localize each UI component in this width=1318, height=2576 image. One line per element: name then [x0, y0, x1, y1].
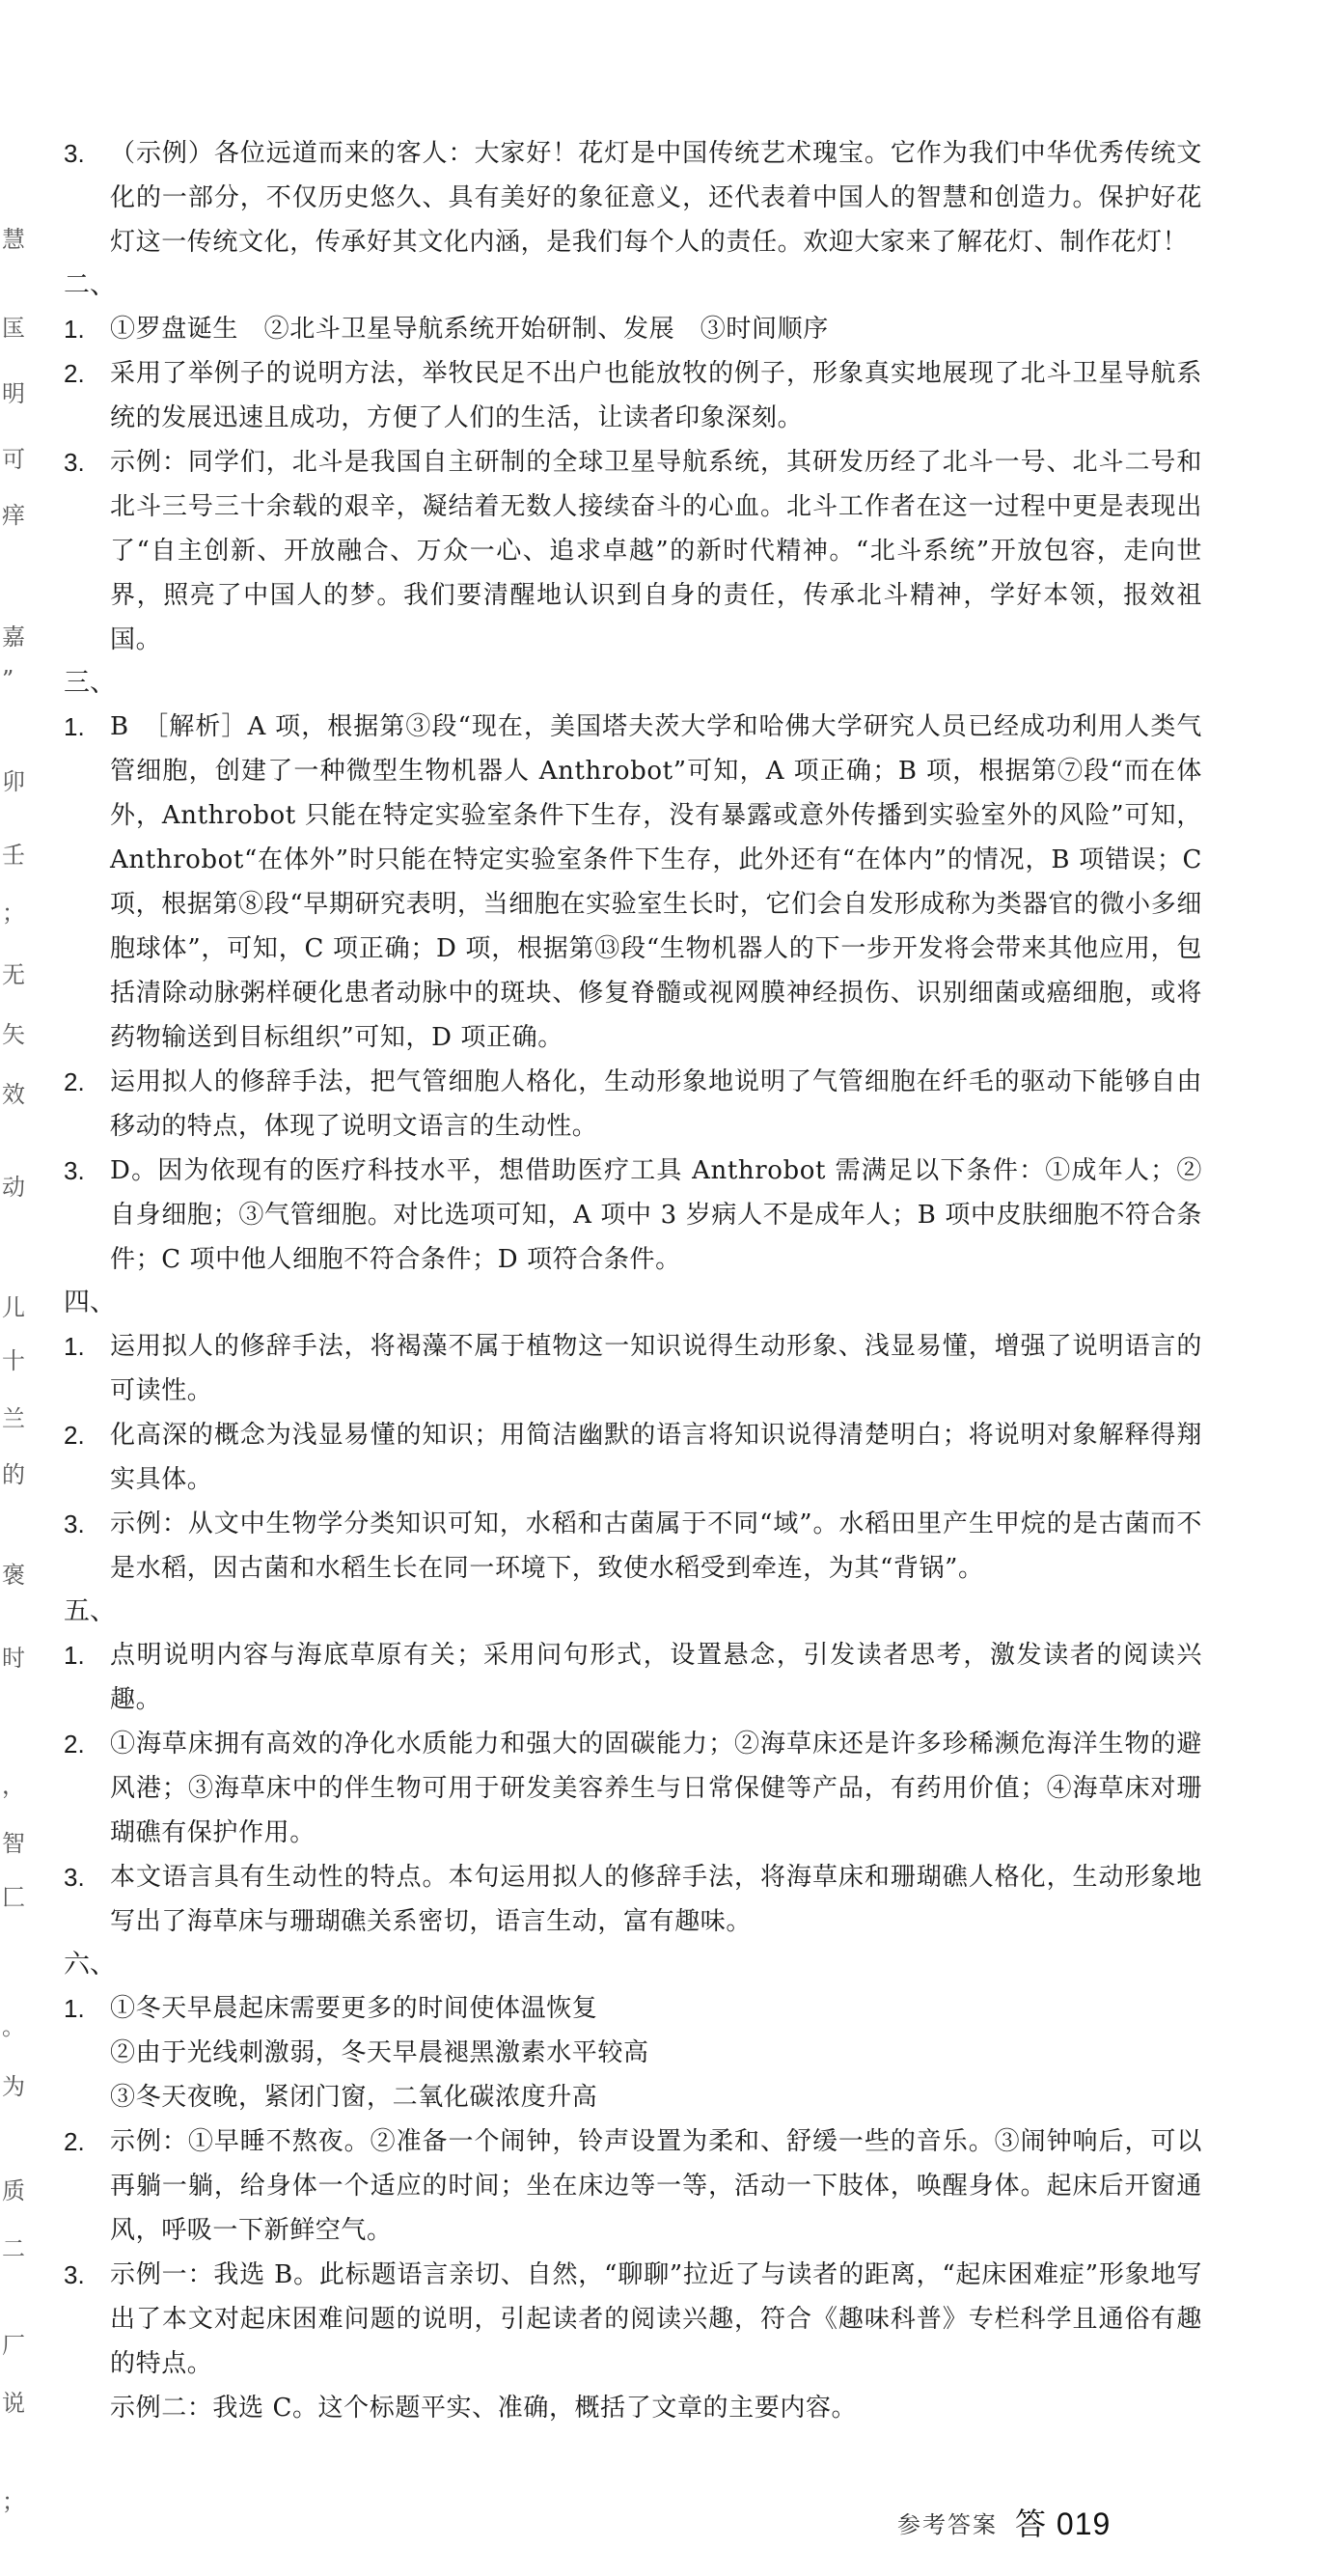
item-text: ①冬天早晨起床需要更多的时间使体温恢复 [110, 1994, 598, 2023]
item-text: 示例：从文中生物学分类知识可知，水稻和古菌属于不同“域”。水稻田里产生甲烷的是古菌而不是水稻，因古菌和水稻生长在同一环境下，致使水稻受到牵连，为其“背锅”。 [110, 1510, 1202, 1583]
item-text: 化高深的概念为浅显易懂的知识；用简洁幽默的语言将知识说得清楚明白；将说明对象解释得翔实具体。 [110, 1421, 1202, 1494]
item-text: （示例）各位远道而来的客人：大家好！花灯是中国传统艺术瑰宝。它作为我们中华优秀传统文化的一部分，不仅历史悠久、具有美好的象征意义，还代表着中国人的智慧和创造力。保护好花灯这一传统文化，传承好其文化内涵，是我们每个人的责任。欢迎大家来了解花灯、制作花灯！ [110, 139, 1202, 257]
answer-item [64, 440, 1202, 662]
margin-char: 质 [2, 2177, 25, 2204]
item-text: ③冬天夜晚，紧闭门窗，二氧化碳浓度升高 [110, 2083, 598, 2112]
margin-char: 动 [2, 1174, 25, 1201]
answer-item [64, 2253, 1202, 2430]
item-number: 2. [64, 1421, 85, 1450]
item-number: 2. [64, 1067, 85, 1096]
margin-char: 效 [2, 1081, 25, 1108]
item-text: 运用拟人的修辞手法，把气管细胞人格化，生动形象地说明了气管细胞在纤毛的驱动下能够自由移动的特点，体现了说明文语言的生动性。 [110, 1067, 1202, 1141]
margin-char: 厂 [2, 2332, 25, 2359]
item-number: 3. [64, 448, 85, 477]
item-text: 运用拟人的修辞手法，将褐藻不属于植物这一知识说得生动形象、浅显易懂，增强了说明语言的可读性。 [110, 1332, 1202, 1405]
margin-char: 壬 [2, 842, 25, 869]
answer-item [64, 1324, 1202, 1413]
answer-item [64, 1060, 1202, 1149]
margin-char: ” [2, 666, 14, 693]
section-heading: 六、 [64, 1950, 116, 1980]
item-number: 1. [64, 712, 85, 741]
answer-content [64, 131, 1202, 2430]
margin-char: 兰 [2, 1405, 25, 1432]
answer-item [64, 1413, 1202, 1502]
item-number: 3. [64, 1863, 85, 1892]
margin-char: 嘉 [2, 623, 25, 651]
item-number: 1. [64, 1994, 85, 2023]
item-text: 示例一：我选 B。此标题语言亲切、自然，“聊聊”拉近了与读者的距离，“起床困难症”形象地写出了本文对起床困难问题的说明，引起读者的阅读兴趣，符合《趣味科普》专栏科学且通俗有趣的特点。 [110, 2260, 1202, 2378]
margin-char: 二 [2, 2235, 25, 2262]
answer-item [64, 1986, 1202, 2119]
margin-char: ； [2, 2488, 25, 2515]
answer-item [64, 1149, 1202, 1282]
section-heading: 三、 [64, 668, 116, 698]
answer-item [64, 705, 1202, 1060]
item-text: 示例：同学们，北斗是我国自主研制的全球卫星导航系统，其研发历经了北斗一号、北斗二号和北斗三号三十余载的艰辛，凝结着无数人接续奋斗的心血。北斗工作者在这一过程中更是表现出了“自主创新、开放融合、万众一心、追求卓越”的新时代精神。“北斗系统”开放包容，走向世界，照亮了中国人的梦。我们要清醒地认识到自身的责任，传承北斗精神，学好本领，报效祖国。 [110, 448, 1202, 654]
margin-char: 为 [2, 2073, 25, 2100]
item-text: D。因为依现有的医疗科技水平，想借助医疗工具 Anthrobot 需满足以下条件：①成年人；②自身细胞；③气管细胞。对比选项可知，A 项中 3 岁病人不是成年人；B 项中皮肤细胞不符合条件；C 项中他人细胞不符合条件；D 项符合条件。 [110, 1156, 1202, 1274]
answer-item [64, 1502, 1202, 1591]
margin-char: 儿 [2, 1294, 25, 1321]
item-text: ②由于光线刺激弱，冬天早晨褪黑激素水平较高 [110, 2038, 649, 2067]
answer-item [64, 1722, 1202, 1855]
answer-item [64, 1855, 1202, 1944]
margin-char: 褒 [2, 1562, 25, 1589]
margin-char: 矢 [2, 1021, 25, 1048]
item-text: ①罗盘诞生 ②北斗卫星导航系统开始研制、发展 ③时间顺序 [110, 315, 829, 344]
item-number: 1. [64, 1641, 85, 1670]
margin-char: 的 [2, 1461, 25, 1488]
item-text: B ［解析］A 项，根据第③段“现在，美国塔夫茨大学和哈佛大学研究人员已经成功利用人类气管细胞，创建了一种微型生物机器人 Anthrobot”可知，A 项正确；B 项，根据第⑦段“而在体外，Anthrobot 只能在特定实验室条件下生存，没有暴露或意外传播到实验室外的风险”可知，Anthrobot“在体外”时只能在特定实验室条件下生存，此外还有“在体内”的情况，B 项错误；C 项，根据第⑧段“早期研究表明，当细胞在实验室生长时，它们会自发形成称为类器官的微小多细胞球体”，可知，C 项正确；D 项，根据第⑬段“生物机器人的下一步开发将会带来其他应用，包括清除动脉粥样硬化患者动脉中的斑块、修复脊髓或视网膜神经损伤、识别细菌或癌细胞，或将药物输送到目标组织”可知，D 项正确。 [110, 712, 1202, 1052]
item-number: 3. [64, 139, 85, 168]
item-number: 3. [64, 1156, 85, 1185]
item-text: 示例：①早睡不熬夜。②准备一个闹钟，铃声设置为柔和、舒缓一些的音乐。③闹钟响后，可以再躺一躺，给身体一个适应的时间；坐在床边等一等，活动一下肢体，唤醒身体。起床后开窗通风，呼吸一下新鲜空气。 [110, 2127, 1202, 2245]
answer-item-prev-3 [64, 131, 1202, 264]
item-number: 3. [64, 2260, 85, 2289]
margin-char: 可 [2, 446, 25, 473]
margin-char: 卯 [2, 768, 25, 795]
margin-char: ； [2, 900, 25, 927]
item-number: 2. [64, 359, 85, 388]
answer-item [64, 1633, 1202, 1722]
margin-char: 智 [2, 1830, 25, 1857]
margin-char: 时 [2, 1645, 25, 1672]
page-number: 答 019 [1015, 2507, 1112, 2541]
footer-label: 参考答案 [897, 2510, 998, 2538]
item-number: 3. [64, 1510, 85, 1538]
section-heading: 二、 [64, 270, 116, 300]
margin-char: 十 [2, 1347, 25, 1374]
left-margin-bleed-text [0, 0, 39, 2576]
margin-char: 匤 [2, 315, 25, 342]
section-heading: 四、 [64, 1288, 116, 1317]
item-number: 1. [64, 315, 85, 344]
item-text: 示例二：我选 C。这个标题平实、准确，概括了文章的主要内容。 [110, 2394, 858, 2423]
margin-char: 匚 [2, 1884, 25, 1911]
margin-char: 说 [2, 2390, 25, 2417]
item-number: 2. [64, 1730, 85, 1759]
section-heading: 五、 [64, 1596, 116, 1626]
answer-item [64, 351, 1202, 440]
margin-char: ， [2, 1772, 25, 1799]
margin-char: 慧 [2, 226, 25, 253]
margin-char: 明 [2, 380, 25, 407]
margin-char: 无 [2, 961, 25, 988]
answer-item [64, 307, 1202, 351]
item-text: 本文语言具有生动性的特点。本句运用拟人的修辞手法，将海草床和珊瑚礁人格化，生动形象地写出了海草床与珊瑚礁关系密切，语言生动，富有趣味。 [110, 1863, 1202, 1936]
item-number: 1. [64, 1332, 85, 1361]
page-footer [897, 2498, 1206, 2546]
item-number: 2. [64, 2127, 85, 2156]
item-text: ①海草床拥有高效的净化水质能力和强大的固碳能力；②海草床还是许多珍稀濒危海洋生物的避风港；③海草床中的伴生物可用于研发美容养生与日常保健等产品，有药用价值；④海草床对珊瑚礁有保护作用。 [110, 1730, 1202, 1847]
answer-item [64, 2119, 1202, 2253]
margin-char: 痒 [2, 502, 25, 529]
item-text: 采用了举例子的说明方法，举牧民足不出户也能放牧的例子，形象真实地展现了北斗卫星导航系统的发展迅速且成功，方便了人们的生活，让读者印象深刻。 [110, 359, 1202, 432]
margin-char: 。 [2, 2013, 25, 2040]
item-text: 点明说明内容与海底草原有关；采用问句形式，设置悬念，引发读者思考，激发读者的阅读兴趣。 [110, 1641, 1202, 1714]
